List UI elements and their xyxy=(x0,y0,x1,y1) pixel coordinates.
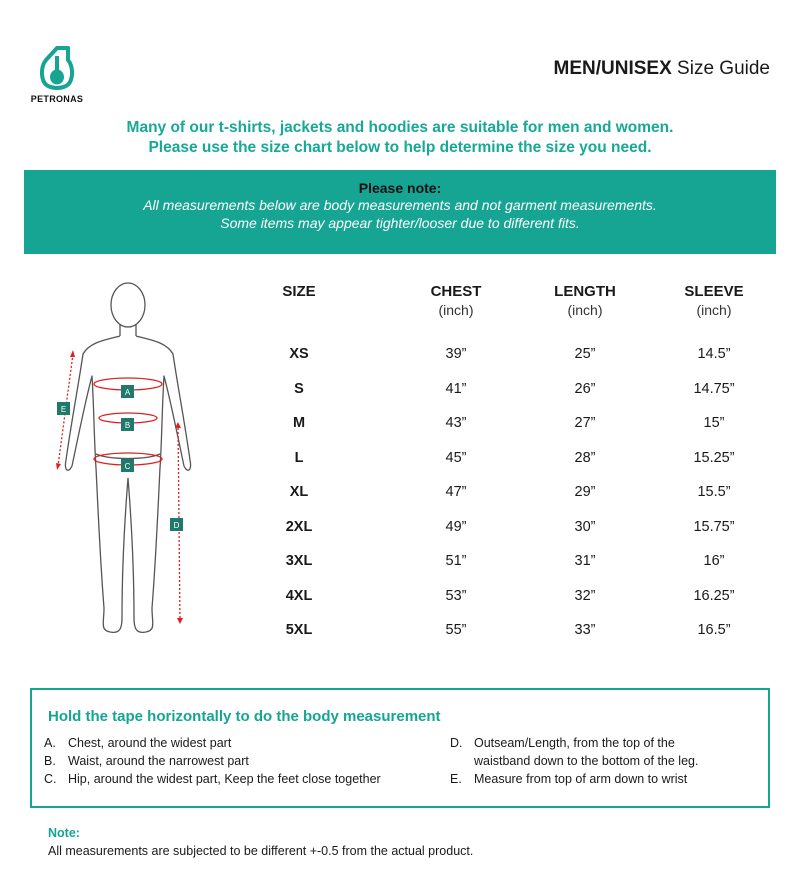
column-unit-sleeve: (inch) xyxy=(696,302,732,318)
instruction-item-d: D. Outseam/Length, from the top of the xyxy=(450,736,675,750)
instruction-item-a: A. Chest, around the widest part xyxy=(44,736,232,750)
instruction-item-b: B. Waist, around the narrowest part xyxy=(44,754,249,768)
column-header-size: SIZE xyxy=(282,283,316,300)
page-title-rest: Size Guide xyxy=(677,58,770,79)
measurement-cell: 32” xyxy=(574,587,596,604)
marker-a: A xyxy=(124,388,131,397)
intro-line-2: Please use the size chart below to help determine the size you need. xyxy=(148,139,652,156)
petronas-drop-icon xyxy=(40,46,74,92)
measurement-cell: 39” xyxy=(445,346,467,362)
waist-measure-b xyxy=(99,413,157,431)
column-header-chest: CHEST (inch) xyxy=(401,283,511,318)
measurement-cell: 30” xyxy=(574,518,596,535)
measurement-cell: 14.75” xyxy=(693,380,735,397)
measurement-cell: 55” xyxy=(445,622,467,638)
footer-note-text: All measurements are subjected to be different +-0.5 from the actual product. xyxy=(48,844,474,858)
measurement-cell: 43” xyxy=(445,415,467,431)
body-measurement-figure xyxy=(50,278,220,648)
measurement-cell: 16” xyxy=(703,553,725,569)
size-cell: 3XL xyxy=(285,553,313,569)
measurement-cell: 27” xyxy=(574,415,596,431)
size-cell: S xyxy=(294,380,304,397)
measurement-cell: 15” xyxy=(703,415,725,431)
measurement-cell: 53” xyxy=(445,587,467,604)
note-banner-line-1: All measurements below are body measurements and not garment measurements. xyxy=(143,197,657,213)
measurement-cell: 51” xyxy=(445,553,467,569)
column-header-sleeve: SLEEVE (inch) xyxy=(659,283,769,318)
column-unit-length: (inch) xyxy=(567,302,603,318)
measurement-cell: 33” xyxy=(574,622,596,638)
measurement-cell: 15.5” xyxy=(697,484,731,500)
size-cell: XS xyxy=(289,346,309,362)
note-banner-line-2: Some items may appear tighter/looser due to different fits. xyxy=(220,215,580,231)
measurement-cell: 26” xyxy=(574,380,596,397)
measurement-cell: 16.25” xyxy=(693,587,735,604)
size-cell: L xyxy=(294,449,304,466)
page-title-bold: MEN/UNISEX xyxy=(553,58,672,79)
arm-measure-e xyxy=(56,350,75,470)
measurement-cell: 14.5” xyxy=(697,346,731,362)
marker-e: E xyxy=(60,405,67,414)
body-outline-icon xyxy=(50,278,220,648)
measurement-cell: 47” xyxy=(445,484,467,500)
instruction-item-d-continued: waistband down to the bottom of the leg. xyxy=(474,754,699,768)
size-cell: XL xyxy=(289,484,309,500)
measurement-cell: 16.5” xyxy=(697,622,731,638)
measurement-cell: 15.25” xyxy=(693,449,735,466)
marker-b: B xyxy=(124,421,131,430)
petronas-logo xyxy=(22,46,92,108)
column-unit-chest: (inch) xyxy=(438,302,474,318)
footer-note-label: Note: xyxy=(48,826,80,840)
column-header-length: LENGTH (inch) xyxy=(530,283,640,318)
note-banner xyxy=(24,170,776,254)
chest-measure-a xyxy=(94,378,162,398)
intro-line-1: Many of our t-shirts, jackets and hoodies are suitable for men and women. xyxy=(126,119,674,136)
size-cell: 5XL xyxy=(285,622,313,638)
size-cell: 2XL xyxy=(285,518,313,535)
measurement-cell: 29” xyxy=(574,484,596,500)
measurement-cell: 25” xyxy=(574,346,596,362)
brand-name: PETRONAS xyxy=(30,94,84,104)
measurement-cell: 49” xyxy=(445,518,467,535)
measurement-cell: 28” xyxy=(574,449,596,466)
page-title xyxy=(554,58,770,80)
measurement-cell: 15.75” xyxy=(693,518,735,535)
marker-c: C xyxy=(124,462,131,471)
measurement-instructions xyxy=(30,688,770,808)
instructions-title: Hold the tape horizontally to do the body measurement xyxy=(48,708,441,725)
measurement-cell: 31” xyxy=(574,553,596,569)
size-cell: 4XL xyxy=(285,587,313,604)
measurement-cell: 45” xyxy=(445,449,467,466)
marker-d: D xyxy=(173,521,180,530)
intro-text xyxy=(0,118,800,158)
instruction-item-c: C. Hip, around the widest part, Keep the feet close together xyxy=(44,772,381,786)
note-banner-title: Please note: xyxy=(358,180,442,196)
size-cell: M xyxy=(292,415,306,431)
measurement-cell: 41” xyxy=(445,380,467,397)
instruction-item-e: E. Measure from top of arm down to wrist xyxy=(450,772,688,786)
